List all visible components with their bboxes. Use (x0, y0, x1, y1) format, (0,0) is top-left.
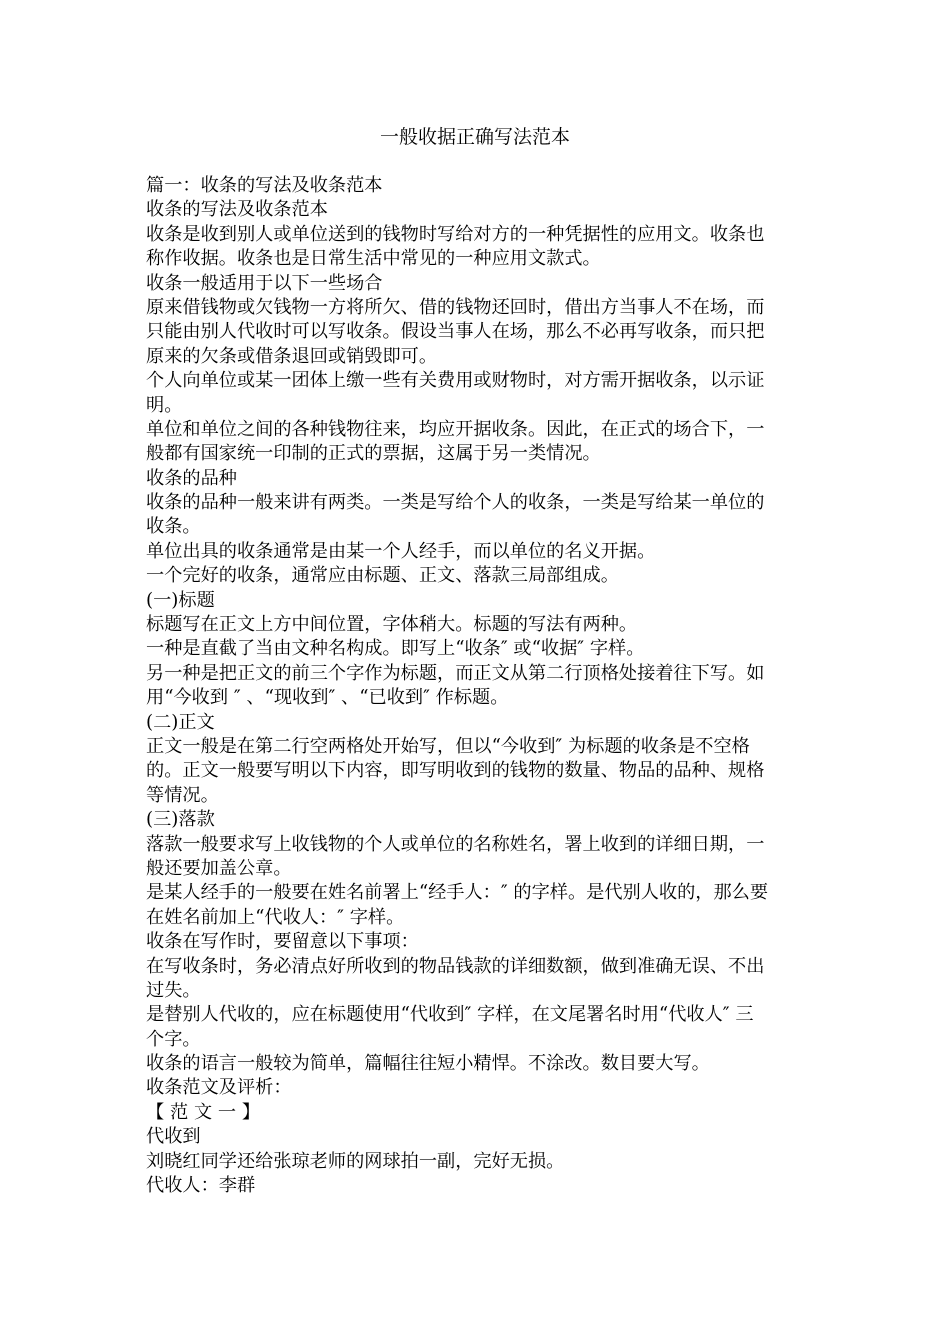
text-line: 称作收据。收条也是日常生活中常见的一种应用文款式。 (146, 248, 601, 270)
text-line: 只能由别人代收时可以写收条。假设当事人在场，那么不必再写收条，而只把 (146, 321, 765, 343)
text-line: 标题写在正文上方中间位置，字体稍大。标题的写法有两种。 (146, 614, 638, 636)
text-line: 一种是直截了当由文种名构成。即写上“收条″ 或“收据″ 字样。 (146, 638, 645, 660)
text-line: 是替别人代收的，应在标题使用“代收到″ 字样，在文尾署名时用“代收人″ 三 (146, 1004, 754, 1026)
text-line: 个字。 (146, 1028, 201, 1050)
text-line: 般还要加盖公章。 (146, 857, 292, 879)
text-line: 在姓名前加上“代收人：″ 字样。 (146, 906, 405, 928)
text-line: 收条的品种一般来讲有两类。一类是写给个人的收条，一类是写给某一单位的 (146, 492, 765, 514)
text-line: 在写收条时，务必清点好所收到的物品钱款的详细数额，做到准确无误、不出 (146, 955, 765, 977)
text-line: 明。 (146, 394, 183, 416)
text-line: 是某人经手的一般要在姓名前署上“经手人：″ 的字样。是代别人收的，那么要 (146, 882, 769, 904)
text-line: (三)落款 (146, 809, 215, 831)
text-line: 收条。 (146, 516, 201, 538)
text-line: 落款一般要求写上收钱物的个人或单位的名称姓名，署上收到的详细日期，一 (146, 833, 765, 855)
text-line: 等情况。 (146, 784, 219, 806)
text-line: 的。正文一般要写明以下内容，即写明收到的钱物的数量、物品的品种、规格 (146, 760, 765, 782)
text-line: 单位出具的收条通常是由某一个人经手，而以单位的名义开据。 (146, 540, 656, 562)
text-line: 刘晓红同学还给张琼老师的网球拍一副，完好无损。 (146, 1150, 565, 1172)
text-line: 收条范文及评析： (146, 1077, 292, 1099)
text-line: 收条的写法及收条范本 (146, 199, 328, 221)
text-line: 原来借钱物或欠钱物一方将所欠、借的钱物还回时，借出方当事人不在场，而 (146, 296, 765, 318)
text-line: 收条是收到别人或单位送到的钱物时写给对方的一种凭据性的应用文。收条也 (146, 223, 765, 245)
text-line: 过失。 (146, 979, 201, 1001)
text-line: 收条一般适用于以下一些场合 (146, 272, 383, 294)
text-line: 收条的品种 (146, 467, 237, 489)
text-line: 收条在写作时，要留意以下事项： (146, 931, 419, 953)
text-line: 代收人：李群 (146, 1175, 256, 1197)
text-line: 用“今收到 ″ 、“现收到″ 、“已收到″ 作标题。 (146, 687, 509, 709)
text-line: 单位和单位之间的各种钱物往来，均应开据收条。因此，在正式的场合下，一 (146, 418, 765, 440)
text-line: 收条的语言一般较为简单，篇幅往往短小精悍。不涂改。数目要大写。 (146, 1053, 710, 1075)
text-line: 代收到 (146, 1126, 201, 1148)
text-line: 一个完好的收条，通常应由标题、正文、落款三局部组成。 (146, 565, 619, 587)
text-line: 个人向单位或某一团体上缴一些有关费用或财物时，对方需开据收条，以示证 (146, 370, 765, 392)
text-line: 篇一：收条的写法及收条范本 (146, 175, 383, 196)
text-line: (一)标题 (146, 589, 215, 611)
text-line: 原来的欠条或借条退回或销毁即可。 (146, 345, 438, 367)
document-title: 一般收据正确写法范本 (379, 126, 570, 148)
text-line: (二)正文 (146, 711, 215, 733)
text-line: 【 范 文 一 】 (146, 1101, 261, 1123)
text-line: 般都有国家统一印制的正式的票据，这属于另一类情况。 (146, 443, 601, 465)
text-line: 另一种是把正文的前三个字作为标题，而正文从第二行顶格处接着往下写。如 (146, 662, 765, 684)
text-line: 正文一般是在第二行空两格处开始写，但以“今收到″ 为标题的收条是不空格 (146, 735, 750, 757)
document-body (146, 174, 808, 1198)
